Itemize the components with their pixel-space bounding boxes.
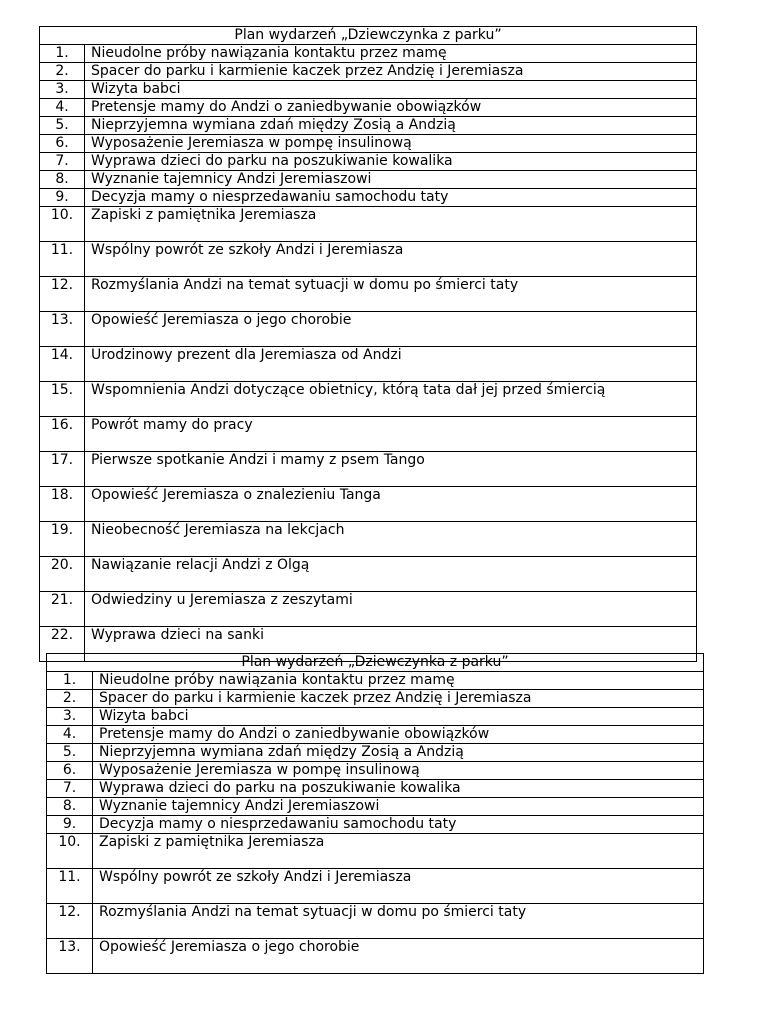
row-number: 14.	[40, 347, 85, 382]
event-description: Nieobecność Jeremiasza na lekcjach	[85, 522, 697, 557]
table-row	[47, 869, 704, 904]
table-row	[40, 207, 697, 242]
row-number: 10.	[40, 207, 85, 242]
events-plan-table	[39, 26, 697, 662]
row-number: 9.	[40, 189, 85, 207]
event-description: Wyprawa dzieci do parku na poszukiwanie kowalika	[85, 153, 697, 171]
table-row	[40, 117, 697, 135]
event-description: Wyprawa dzieci do parku na poszukiwanie kowalika	[93, 780, 704, 798]
row-number: 11.	[47, 869, 93, 904]
event-description: Spacer do parku i karmienie kaczek przez Andzię i Jeremiasza	[93, 690, 704, 708]
event-description: Zapiski z pamiętnika Jeremiasza	[93, 834, 704, 869]
row-number: 6.	[40, 135, 85, 153]
table-row	[40, 382, 697, 417]
event-description: Pretensje mamy do Andzi o zaniedbywanie obowiązków	[93, 726, 704, 744]
table-row	[47, 762, 704, 780]
table-row	[40, 171, 697, 189]
row-number: 18.	[40, 487, 85, 522]
row-number: 6.	[47, 762, 93, 780]
table-row	[47, 939, 704, 974]
event-description: Pierwsze spotkanie Andzi i mamy z psem Tango	[85, 452, 697, 487]
row-number: 8.	[40, 171, 85, 189]
event-description: Decyzja mamy o niesprzedawaniu samochodu taty	[93, 816, 704, 834]
table-row	[40, 99, 697, 117]
table-row	[47, 744, 704, 762]
event-description: Wyposażenie Jeremiasza w pompę insulinową	[85, 135, 697, 153]
event-description: Nieprzyjemna wymiana zdań między Zosią a Andzią	[93, 744, 704, 762]
table-row	[40, 417, 697, 452]
table-row	[47, 780, 704, 798]
row-number: 20.	[40, 557, 85, 592]
row-number: 1.	[47, 672, 93, 690]
row-number: 5.	[47, 744, 93, 762]
event-description: Powrót mamy do pracy	[85, 417, 697, 452]
event-description: Wyprawa dzieci na sanki	[85, 627, 697, 662]
event-description: Decyzja mamy o niesprzedawaniu samochodu taty	[85, 189, 697, 207]
row-number: 13.	[47, 939, 93, 974]
row-number: 7.	[40, 153, 85, 171]
table-row	[40, 135, 697, 153]
table-row	[40, 189, 697, 207]
event-description: Opowieść Jeremiasza o znalezieniu Tanga	[85, 487, 697, 522]
row-number: 3.	[40, 81, 85, 99]
table-row	[47, 726, 704, 744]
events-plan-table-copy	[46, 653, 704, 974]
table-row	[40, 452, 697, 487]
table-title-row	[47, 654, 704, 672]
event-description: Odwiedziny u Jeremiasza z zeszytami	[85, 592, 697, 627]
table-row	[40, 487, 697, 522]
row-number: 8.	[47, 798, 93, 816]
row-number: 22.	[40, 627, 85, 662]
table-row	[40, 522, 697, 557]
events-plan-body	[40, 27, 697, 662]
table-row	[40, 347, 697, 382]
table-title-row	[40, 27, 697, 45]
table-row	[40, 63, 697, 81]
event-description: Zapiski z pamiętnika Jeremiasza	[85, 207, 697, 242]
table-row	[47, 690, 704, 708]
event-description: Urodzinowy prezent dla Jeremiasza od Andzi	[85, 347, 697, 382]
table-row	[40, 277, 697, 312]
event-description: Rozmyślania Andzi na temat sytuacji w domu po śmierci taty	[85, 277, 697, 312]
event-description: Wyposażenie Jeremiasza w pompę insulinową	[93, 762, 704, 780]
row-number: 11.	[40, 242, 85, 277]
table-row	[47, 798, 704, 816]
event-description: Nieprzyjemna wymiana zdań między Zosią a Andzią	[85, 117, 697, 135]
event-description: Nawiązanie relacji Andzi z Olgą	[85, 557, 697, 592]
row-number: 17.	[40, 452, 85, 487]
event-description: Rozmyślania Andzi na temat sytuacji w domu po śmierci taty	[93, 904, 704, 939]
event-description: Wyznanie tajemnicy Andzi Jeremiaszowi	[85, 171, 697, 189]
table-row	[40, 312, 697, 347]
row-number: 1.	[40, 45, 85, 63]
event-description: Wspólny powrót ze szkoły Andzi i Jeremiasza	[93, 869, 704, 904]
event-description: Opowieść Jeremiasza o jego chorobie	[93, 939, 704, 974]
row-number: 2.	[47, 690, 93, 708]
table-title: Plan wydarzeń „Dziewczynka z parku”	[47, 654, 704, 672]
event-description: Pretensje mamy do Andzi o zaniedbywanie obowiązków	[85, 99, 697, 117]
event-description: Spacer do parku i karmienie kaczek przez Andzię i Jeremiasza	[85, 63, 697, 81]
table-row	[47, 904, 704, 939]
event-description: Nieudolne próby nawiązania kontaktu przez mamę	[93, 672, 704, 690]
event-description: Wizyta babci	[85, 81, 697, 99]
event-description: Wspólny powrót ze szkoły Andzi i Jeremiasza	[85, 242, 697, 277]
event-description: Opowieść Jeremiasza o jego chorobie	[85, 312, 697, 347]
table-title: Plan wydarzeń „Dziewczynka z parku”	[40, 27, 697, 45]
row-number: 16.	[40, 417, 85, 452]
row-number: 12.	[47, 904, 93, 939]
events-plan-body	[47, 654, 704, 974]
table-row	[40, 242, 697, 277]
event-description: Nieudolne próby nawiązania kontaktu przez mamę	[85, 45, 697, 63]
table-row	[40, 153, 697, 171]
table-row	[40, 557, 697, 592]
row-number: 3.	[47, 708, 93, 726]
table-row	[47, 708, 704, 726]
row-number: 7.	[47, 780, 93, 798]
row-number: 19.	[40, 522, 85, 557]
event-description: Wyznanie tajemnicy Andzi Jeremiaszowi	[93, 798, 704, 816]
table-row	[40, 592, 697, 627]
row-number: 13.	[40, 312, 85, 347]
row-number: 5.	[40, 117, 85, 135]
event-description: Wspomnienia Andzi dotyczące obietnicy, którą tata dał jej przed śmiercią	[85, 382, 697, 417]
table-row	[40, 81, 697, 99]
row-number: 15.	[40, 382, 85, 417]
row-number: 9.	[47, 816, 93, 834]
table-row	[47, 834, 704, 869]
row-number: 4.	[47, 726, 93, 744]
row-number: 10.	[47, 834, 93, 869]
table-row	[47, 672, 704, 690]
row-number: 4.	[40, 99, 85, 117]
row-number: 2.	[40, 63, 85, 81]
table-row	[40, 45, 697, 63]
row-number: 21.	[40, 592, 85, 627]
event-description: Wizyta babci	[93, 708, 704, 726]
table-row	[47, 816, 704, 834]
row-number: 12.	[40, 277, 85, 312]
